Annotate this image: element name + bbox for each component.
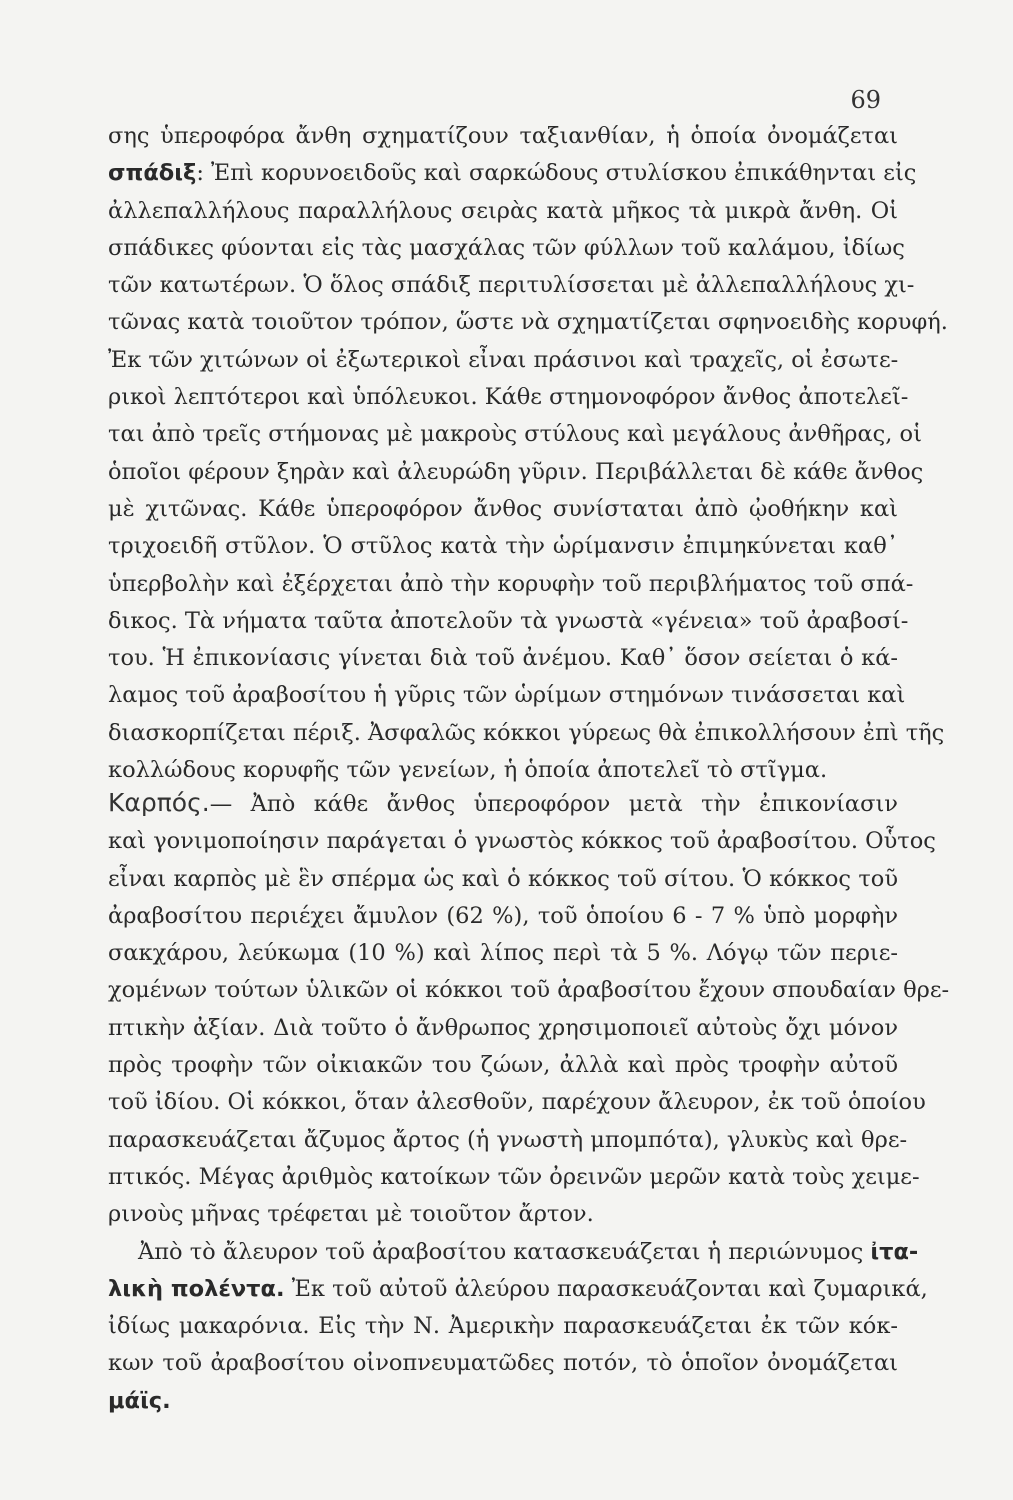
heading-fruit: Καρπός. [108, 788, 210, 817]
term-mais: μάϊς. [108, 1387, 171, 1414]
text-line: τοῦ ἰδίου. Οἱ κόκκοι, ὅταν ἀλεσθοῦν, παρέχουν ἄλευρον, ἐκ τοῦ ὁποίου [108, 1089, 926, 1116]
term-italian-polenta: ἰτα- [870, 1238, 919, 1265]
text-line: πρὸς τροφὴν τῶν οἰκιακῶν του ζώων, ἀλλὰ καὶ πρὸς τροφὴν αὐτοῦ [108, 1052, 898, 1079]
text-line: πτικὴν ἀξίαν. Διὰ τοῦτο ὁ ἄνθρωπος χρησιμοποιεῖ αὐτοὺς ὄχι μόνον [108, 1014, 898, 1041]
text-line: τῶν κατωτέρων. Ὁ ὅλος σπάδιξ περιτυλίσσεται μὲ ἀλλεπαλλήλους χι- [108, 272, 915, 299]
text-line: κολλώδους κορυφῆς τῶν γενείων, ἡ ὁποία ἀποτελεῖ τὸ στῖγμα. [108, 757, 828, 784]
text-line: λαμος τοῦ ἀραβοσίτου ἡ γῦρις τῶν ὡρίμων στημόνων τινάσσεται καὶ [108, 682, 906, 709]
page-number: 69 [850, 86, 881, 114]
text-line: ἰδίως μακαρόνια. Εἰς τὴν Ν. Ἀμερικὴν παρασκευάζεται ἐκ τῶν κόκ- [108, 1313, 898, 1340]
text-line [108, 155, 917, 192]
text-line: τριχοειδῆ στῦλον. Ὁ στῦλος κατὰ τὴν ὡρίμανσιν ἐπιμηκύνεται καθ᾽ [108, 533, 898, 560]
term-spadix: σπάδιξ [108, 160, 197, 187]
text-line: ρινοὺς μῆνας τρέφεται μὲ τοιοῦτον ἄρτον. [108, 1201, 594, 1228]
text-line: Ἐκ τῶν χιτώνων οἱ ἐξωτερικοὶ εἶναι πράσινοι καὶ τραχεῖς, οἱ ἐσωτε- [108, 346, 899, 373]
text-line: πτικός. Μέγας ἀριθμὸς κατοίκων τῶν ὀρεινῶν μερῶν κατὰ τοὺς χειμε- [108, 1163, 920, 1190]
text-line: του. Ἡ ἐπικονίασις γίνεται διὰ τοῦ ἀνέμου. Καθ᾽ ὅσον σείεται ὁ κά- [108, 645, 898, 672]
text-line: διασκορπίζεται πέριξ. Ἀσφαλῶς κόκκοι γύρεως θὰ ἐπικολλήσουν ἐπὶ τῆς [108, 719, 945, 746]
text-line [108, 1383, 898, 1420]
text-line: σακχάρου, λεύκωμα (10 %) καὶ λίπος περὶ τὰ 5 %. Λόγῳ τῶν περιε- [108, 940, 898, 967]
text-fragment: — Ἀπὸ κάθε ἄνθος ὑπεροφόρον μετὰ τὴν ἐπικονίασιν [209, 791, 898, 817]
text-fragment: : Ἐπὶ κορυνοειδοῦς καὶ σαρκώδους στυλίσκου ἐπικάθηνται εἰς [196, 160, 917, 187]
text-line: ρικοὶ λεπτότεροι καὶ ὑπόλευκοι. Κάθε στημονοφόρον ἄνθος ἀποτελεῖ- [108, 384, 909, 411]
text-line [108, 1271, 928, 1308]
text-fragment: Ἐκ τοῦ αὐτοῦ ἀλεύρου παρασκευάζονται καὶ ζυμαρικά, [284, 1275, 928, 1302]
text-line: χομένων τούτων ὑλικῶν οἱ κόκκοι τοῦ ἀραβοσίτου ἔχουν σπουδαίαν θρε- [108, 977, 950, 1004]
text-line: κων τοῦ ἀραβοσίτου οἰνοπνευματῶδες ποτόν, τὸ ὁποῖον ὀνομάζεται [108, 1350, 898, 1377]
text-line: ὁποῖοι φέρουν ξηρὰν καὶ ἀλευρώδη γῦριν. Περιβάλλεται δὲ κάθε ἄνθος [108, 458, 924, 485]
text-line: καὶ γονιμοποίησιν παράγεται ὁ γνωστὸς κόκκος τοῦ ἀραβοσίτου. Οὗτος [108, 828, 936, 855]
text-line: σπάδικες φύονται εἰς τὰς μασχάλας τῶν φύλλων τοῦ καλάμου, ἰδίως [108, 234, 905, 261]
text-line [108, 1234, 919, 1271]
text-line: ἀραβοσίτου περιέχει ἄμυλον (62 %), τοῦ ὁποίου 6 - 7 % ὑπὸ μορφὴν [108, 902, 898, 929]
paragraph-fruit [108, 784, 950, 1420]
text-line [108, 784, 898, 823]
text-line: εἶναι καρπὸς μὲ ἓν σπέρμα ὡς καὶ ὁ κόκκος τοῦ σίτου. Ὁ κόκκος τοῦ [108, 865, 898, 892]
paragraph-spadix [108, 118, 948, 789]
text-line: παρασκευάζεται ἄζυμος ἄρτος (ἡ γνωστὴ μπομπότα), γλυκὺς καὶ θρε- [108, 1126, 908, 1153]
text-line: ται ἀπὸ τρεῖς στήμονας μὲ μακροὺς στύλους καὶ μεγάλους ἀνθῆρας, οἱ [108, 421, 922, 448]
text-line: μὲ χιτῶνας. Κάθε ὑπεροφόρον ἄνθος συνίσταται ἀπὸ ᾠοθήκην καὶ [108, 495, 898, 522]
text-fragment: Ἀπὸ τὸ ἄλευρον τοῦ ἀραβοσίτου κατασκευάζεται ἡ περιώνυμος [138, 1238, 864, 1265]
text-line: ὑπερβολὴν καὶ ἐξέρχεται ἀπὸ τὴν κορυφὴν τοῦ περιβλήματος τοῦ σπά- [108, 570, 914, 597]
text-line: ἀλλεπαλλήλους παραλλήλους σειρὰς κατὰ μῆκος τὰ μικρὰ ἄνθη. Οἱ [108, 197, 898, 224]
term-italian-polenta-cont: λικὴ πολέντα. [108, 1275, 285, 1302]
text-line: σης ὑπεροφόρα ἄνθη σχηματίζουν ταξιανθίαν, ἡ ὁποία ὀνομάζεται [108, 123, 898, 149]
text-line: δικος. Τὰ νήματα ταῦτα ἀποτελοῦν τὰ γνωστὰ «γένεια» τοῦ ἀραβοσί- [108, 607, 909, 634]
text-line: τῶνας κατὰ τοιοῦτον τρόπον, ὥστε νὰ σχηματίζεται σφηνοειδὴς κορυφή. [108, 309, 948, 336]
